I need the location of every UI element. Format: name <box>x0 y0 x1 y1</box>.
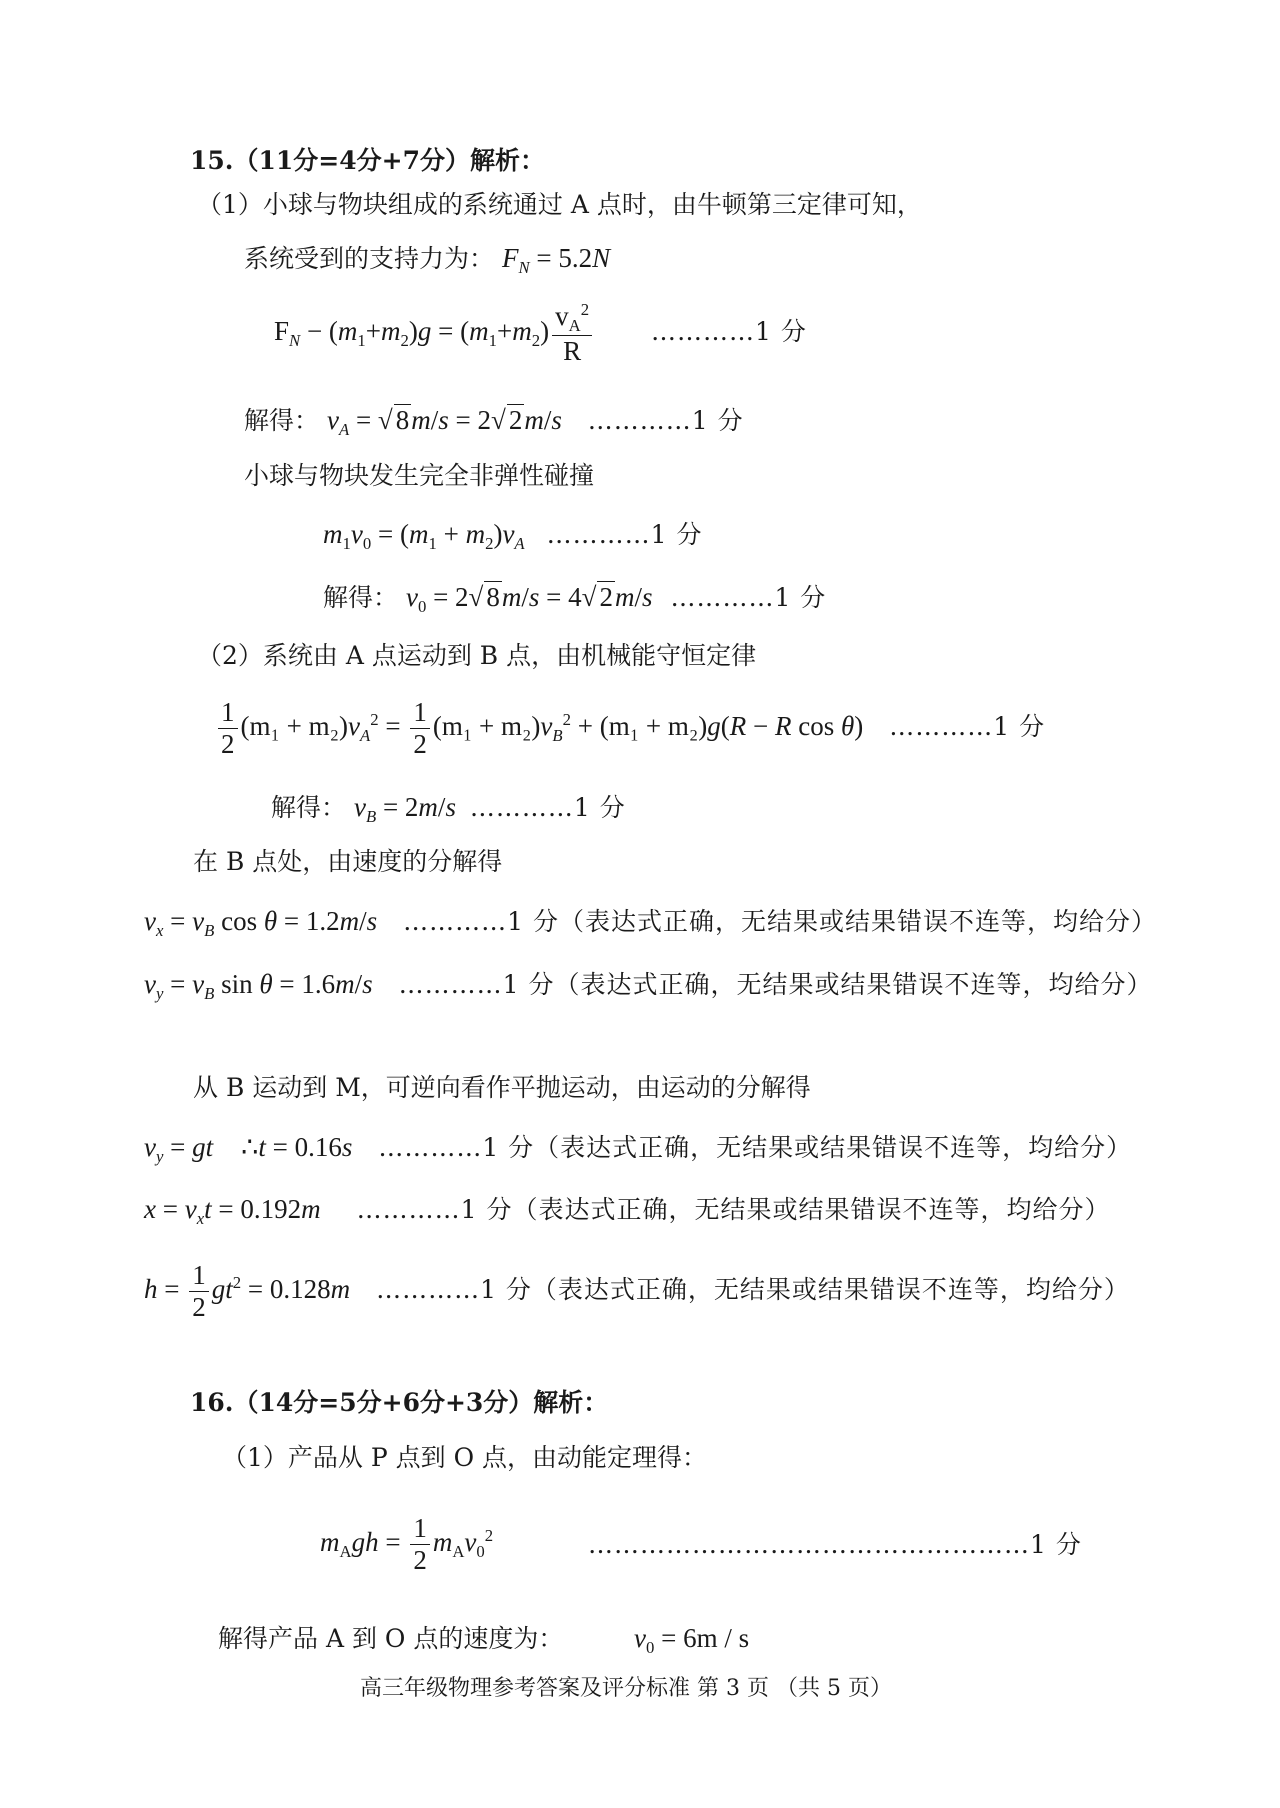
q16-score-1: ……………………………………………1 分 <box>588 1530 1082 1559</box>
q15-header: 15.（11分=4分+7分）解析： <box>190 146 545 175</box>
q15-collision-text: 小球与物块发生完全非弹性碰撞 <box>244 461 595 490</box>
q15-support-force: 系统受到的支持力为： $F_N = 5.2N$ <box>244 243 611 277</box>
q15-eq-x: $x = v_xt = 0.192m$ …………1 分（表达式正确，无结果或结果错误不连等，均给分） <box>144 1194 1111 1228</box>
q15-at-b-text: 在 B 点处，由速度的分解得 <box>193 847 503 876</box>
q15-part2-intro: （2）系统由 A 点运动到 B 点，由机械能守恒定律 <box>197 641 757 670</box>
q15-eq-momentum: $m_1v_0 = (m_1 + m_2)v_A$ …………1 分 <box>323 519 703 553</box>
q16-eq-v0: $v_0 = 6m / s$ <box>634 1623 750 1657</box>
q15-eq-energy: $\frac{1}{2}$ $(m_1 + m_2)v_A^2$ = $\frac{1}{2}$ $(m_1 + m_2)v_B^2 + (m_1 + m_2)g(R - R$ cos θ) …………1 分 <box>215 697 1045 760</box>
q15-eq-time: $v_y$ = gt ∴t = 0.16s …………1 分（表达式正确，无结果或结果错误不连等，均给分） <box>144 1132 1133 1166</box>
q16-result-label: 解得产品 A 到 O 点的速度为： <box>218 1624 564 1653</box>
q15-eq-va: 解得： $v_A$ = √ 8m/s = 2√ 2m/s …………1 分 <box>244 405 744 439</box>
page-footer: 高三年级物理参考答案及评分标准 第 3 页 （共 5 页） <box>360 1676 892 1701</box>
q15-b-to-m-text: 从 B 运动到 M，可逆向看作平抛运动，由运动的分解得 <box>193 1073 811 1102</box>
q15-eq-h: h = $\frac{1}{2}$ $gt^2 = 0.128m$ …………1 分（表达式正确，无结果或结果错误不连等，均给分） <box>144 1260 1130 1323</box>
q15-eq-vx: $v_x = v_B$ cos θ = 1.2m/s …………1 分（表达式正确，无结果或结果错误不连等，均给分） <box>144 906 1157 940</box>
q16-eq-energy: $m_Agh$ = $\frac{1}{2}$ $m_Av_0^2$ <box>320 1513 494 1576</box>
q15-eq-v0: 解得： $v_0 = 2√$ 8m/s = 4√ 2m/s …………1 分 <box>323 582 827 616</box>
q15-eq-vy: $v_y = v_B$ sin θ = 1.6m/s …………1 分（表达式正确，无结果或结果错误不连等，均给分） <box>144 969 1153 1003</box>
q16-part1-intro: （1）产品从 P 点到 O 点，由动能定理得： <box>222 1443 708 1472</box>
q15-eq-vb: 解得： $v_B = 2m/s$ …………1 分 <box>271 792 626 826</box>
q16-header: 16.（14分=5分+6分+3分）解析： <box>190 1388 609 1417</box>
q15-eq-newton: $F_N - (m_1+m_2)g = (m_1+m_2)$ $\frac{v_A^2}{R}$ …………1 分 <box>274 300 807 367</box>
q15-part1-intro: （1）小球与物块组成的系统通过 A 点时，由牛顿第三定律可知， <box>197 190 922 219</box>
